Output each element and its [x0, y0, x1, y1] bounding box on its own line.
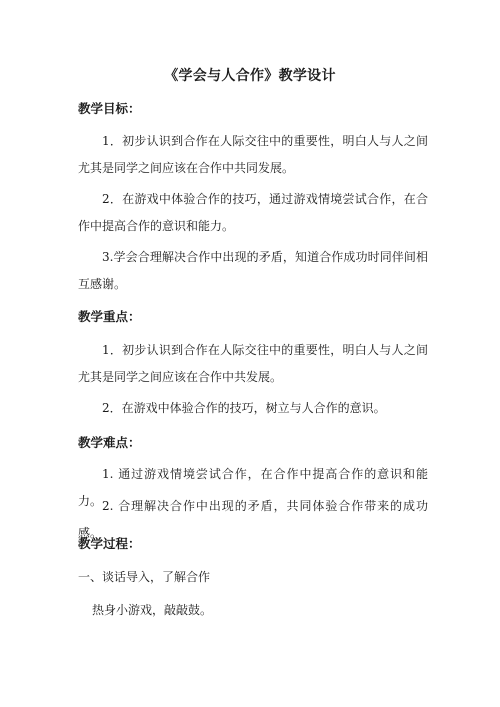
process-section-1: 一、谈话导入，了解合作 — [78, 570, 211, 584]
key-points-heading: 教学重点： — [78, 309, 141, 324]
difficulty-item-1: 1. 通过游戏情境尝试合作，在合作中提高合作的意识和能力。 — [78, 467, 428, 508]
goal-item-2: 2．在游戏中体验合作的技巧，通过游戏情境尝试合作，在合作中提高合作的意识和能力。 — [78, 192, 428, 233]
key-point-item-1: 1．初步认识到合作在人际交往中的重要性，明白人与人之间尤其是同学之间应该在合作中共发展。 — [78, 343, 428, 384]
goal-item-3: 3.学会合理解决合作中出现的矛盾，知道合作成功时同伴间相互感谢。 — [78, 250, 428, 291]
difficulty-item-2: 2. 合理解决合作中出现的矛盾，共同体验合作带来的成功感。 — [78, 499, 428, 540]
goals-heading: 教学目标： — [78, 101, 141, 116]
document-title: 《学会与人合作》教学设计 — [164, 68, 336, 84]
goal-item-1: 1．初步认识到合作在人际交往中的重要性，明白人与人之间尤其是同学之间应该在合作中共同发展。 — [78, 134, 428, 175]
process-heading: 教学过程： — [78, 536, 141, 551]
key-point-item-2: 2．在游戏中体验合作的技巧，树立与人合作的意识。 — [102, 401, 386, 415]
difficulties-heading: 教学难点： — [78, 435, 141, 450]
process-text-1: 热身小游戏，敲敲鼓。 — [92, 603, 213, 617]
